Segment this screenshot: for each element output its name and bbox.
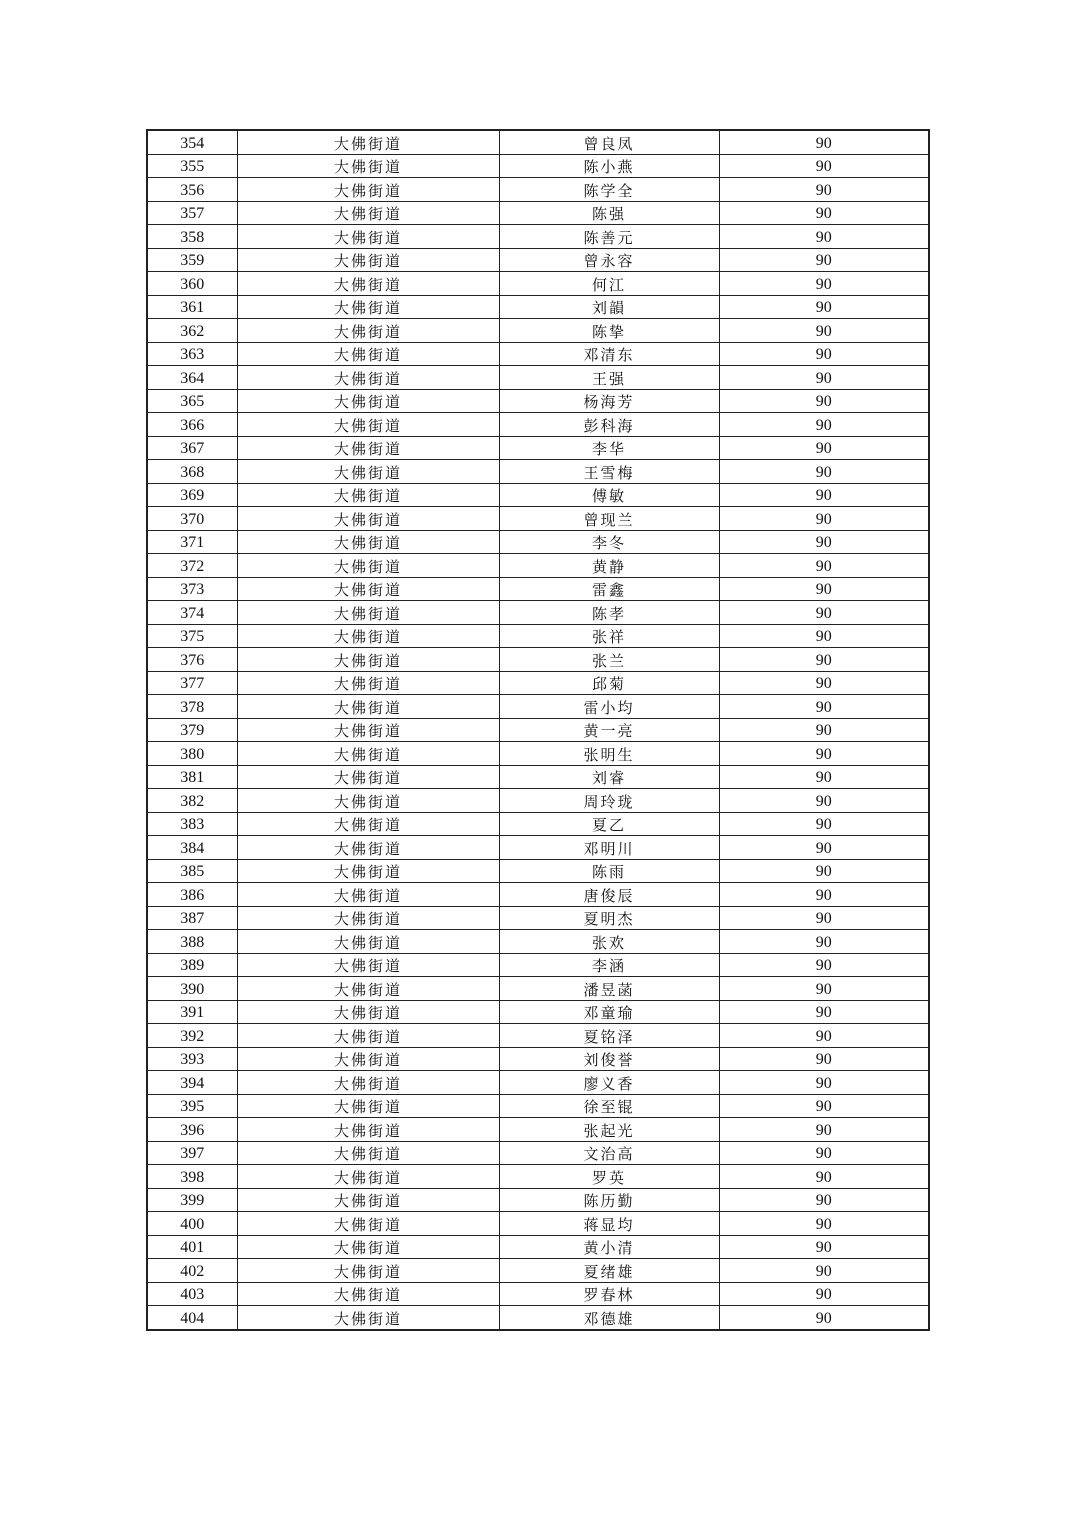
- score-cell: 90: [719, 507, 929, 531]
- table-row: [147, 906, 929, 930]
- row-number-cell: 362: [147, 319, 237, 343]
- row-number-cell: 382: [147, 789, 237, 813]
- table-row: [147, 366, 929, 390]
- street-cell: 大佛街道: [237, 812, 499, 836]
- score-cell: 90: [719, 178, 929, 202]
- score-cell: 90: [719, 154, 929, 178]
- score-cell: 90: [719, 272, 929, 296]
- score-cell: 90: [719, 836, 929, 860]
- row-number-cell: 403: [147, 1282, 237, 1306]
- table-row: [147, 389, 929, 413]
- table-row: [147, 1235, 929, 1259]
- person-name-cell: 李华: [499, 436, 719, 460]
- score-cell: 90: [719, 953, 929, 977]
- person-name-cell: 黄静: [499, 554, 719, 578]
- row-number-cell: 381: [147, 765, 237, 789]
- row-number-cell: 358: [147, 225, 237, 249]
- street-cell: 大佛街道: [237, 319, 499, 343]
- street-cell: 大佛街道: [237, 836, 499, 860]
- row-number-cell: 354: [147, 130, 237, 154]
- street-cell: 大佛街道: [237, 1024, 499, 1048]
- table-row: [147, 930, 929, 954]
- row-number-cell: 389: [147, 953, 237, 977]
- row-number-cell: 404: [147, 1306, 237, 1330]
- street-cell: 大佛街道: [237, 1306, 499, 1330]
- score-cell: 90: [719, 742, 929, 766]
- street-cell: 大佛街道: [237, 1235, 499, 1259]
- person-name-cell: 罗春林: [499, 1282, 719, 1306]
- table-row: [147, 859, 929, 883]
- street-cell: 大佛街道: [237, 201, 499, 225]
- row-number-cell: 394: [147, 1071, 237, 1095]
- person-name-cell: 雷小均: [499, 695, 719, 719]
- person-name-cell: 刘睿: [499, 765, 719, 789]
- person-name-cell: 曾永容: [499, 248, 719, 272]
- person-name-cell: 夏铭泽: [499, 1024, 719, 1048]
- score-cell: 90: [719, 319, 929, 343]
- street-cell: 大佛街道: [237, 1071, 499, 1095]
- person-name-cell: 曾现兰: [499, 507, 719, 531]
- table-row: [147, 1259, 929, 1283]
- row-number-cell: 396: [147, 1118, 237, 1142]
- table-row: [147, 460, 929, 484]
- table-row: [147, 695, 929, 719]
- street-cell: 大佛街道: [237, 1047, 499, 1071]
- row-number-cell: 401: [147, 1235, 237, 1259]
- table-row: [147, 1212, 929, 1236]
- person-name-cell: 文治高: [499, 1141, 719, 1165]
- score-cell: 90: [719, 1165, 929, 1189]
- person-name-cell: 陈小燕: [499, 154, 719, 178]
- score-cell: 90: [719, 1071, 929, 1095]
- street-cell: 大佛街道: [237, 742, 499, 766]
- person-name-cell: 夏绪雄: [499, 1259, 719, 1283]
- score-cell: 90: [719, 930, 929, 954]
- row-number-cell: 360: [147, 272, 237, 296]
- person-name-cell: 张起光: [499, 1118, 719, 1142]
- score-cell: 90: [719, 1141, 929, 1165]
- table-row: [147, 413, 929, 437]
- street-cell: 大佛街道: [237, 695, 499, 719]
- person-name-cell: 陈挚: [499, 319, 719, 343]
- street-cell: 大佛街道: [237, 718, 499, 742]
- street-cell: 大佛街道: [237, 483, 499, 507]
- street-cell: 大佛街道: [237, 366, 499, 390]
- score-cell: 90: [719, 366, 929, 390]
- score-cell: 90: [719, 1259, 929, 1283]
- street-cell: 大佛街道: [237, 178, 499, 202]
- row-number-cell: 387: [147, 906, 237, 930]
- street-cell: 大佛街道: [237, 765, 499, 789]
- table-row: [147, 1188, 929, 1212]
- street-cell: 大佛街道: [237, 530, 499, 554]
- score-cell: 90: [719, 389, 929, 413]
- row-number-cell: 374: [147, 601, 237, 625]
- person-name-cell: 陈善元: [499, 225, 719, 249]
- person-name-cell: 夏乙: [499, 812, 719, 836]
- person-name-cell: 刘俊誉: [499, 1047, 719, 1071]
- table-row: [147, 554, 929, 578]
- table-row: [147, 977, 929, 1001]
- street-cell: 大佛街道: [237, 1118, 499, 1142]
- person-name-cell: 周玲珑: [499, 789, 719, 813]
- score-cell: 90: [719, 1188, 929, 1212]
- person-name-cell: 徐至锟: [499, 1094, 719, 1118]
- score-cell: 90: [719, 225, 929, 249]
- table-row: [147, 765, 929, 789]
- street-cell: 大佛街道: [237, 953, 499, 977]
- street-cell: 大佛街道: [237, 272, 499, 296]
- street-cell: 大佛街道: [237, 342, 499, 366]
- score-cell: 90: [719, 1094, 929, 1118]
- street-cell: 大佛街道: [237, 389, 499, 413]
- street-cell: 大佛街道: [237, 130, 499, 154]
- score-cell: 90: [719, 460, 929, 484]
- table-row: [147, 648, 929, 672]
- person-name-cell: 夏明杰: [499, 906, 719, 930]
- table-row: [147, 483, 929, 507]
- street-cell: 大佛街道: [237, 906, 499, 930]
- row-number-cell: 402: [147, 1259, 237, 1283]
- table-row: [147, 1094, 929, 1118]
- table-row: [147, 248, 929, 272]
- row-number-cell: 397: [147, 1141, 237, 1165]
- table-row: [147, 201, 929, 225]
- person-name-cell: 黄小清: [499, 1235, 719, 1259]
- table-row: [147, 530, 929, 554]
- person-name-cell: 彭科海: [499, 413, 719, 437]
- street-cell: 大佛街道: [237, 460, 499, 484]
- table-row: [147, 507, 929, 531]
- person-name-cell: 潘昱菡: [499, 977, 719, 1001]
- row-number-cell: 361: [147, 295, 237, 319]
- row-number-cell: 368: [147, 460, 237, 484]
- score-cell: 90: [719, 1118, 929, 1142]
- street-cell: 大佛街道: [237, 648, 499, 672]
- row-number-cell: 400: [147, 1212, 237, 1236]
- person-name-cell: 蒋显均: [499, 1212, 719, 1236]
- row-number-cell: 369: [147, 483, 237, 507]
- person-name-cell: 邱菊: [499, 671, 719, 695]
- table-row: [147, 836, 929, 860]
- score-cell: 90: [719, 718, 929, 742]
- score-cell: 90: [719, 130, 929, 154]
- score-cell: 90: [719, 1282, 929, 1306]
- row-number-cell: 386: [147, 883, 237, 907]
- row-number-cell: 370: [147, 507, 237, 531]
- street-cell: 大佛街道: [237, 977, 499, 1001]
- row-number-cell: 393: [147, 1047, 237, 1071]
- person-name-cell: 杨海芳: [499, 389, 719, 413]
- person-name-cell: 唐俊辰: [499, 883, 719, 907]
- score-cell: 90: [719, 1024, 929, 1048]
- person-name-cell: 张欢: [499, 930, 719, 954]
- score-cell: 90: [719, 648, 929, 672]
- table-row: [147, 154, 929, 178]
- row-number-cell: 365: [147, 389, 237, 413]
- score-cell: 90: [719, 859, 929, 883]
- table-row: [147, 953, 929, 977]
- street-cell: 大佛街道: [237, 671, 499, 695]
- street-cell: 大佛街道: [237, 225, 499, 249]
- score-cell: 90: [719, 342, 929, 366]
- table-row: [147, 1165, 929, 1189]
- table-row: [147, 1047, 929, 1071]
- score-cell: 90: [719, 1047, 929, 1071]
- score-cell: 90: [719, 671, 929, 695]
- street-cell: 大佛街道: [237, 930, 499, 954]
- score-cell: 90: [719, 554, 929, 578]
- row-number-cell: 357: [147, 201, 237, 225]
- table-row: [147, 1024, 929, 1048]
- score-cell: 90: [719, 977, 929, 1001]
- row-number-cell: 366: [147, 413, 237, 437]
- row-number-cell: 388: [147, 930, 237, 954]
- row-number-cell: 390: [147, 977, 237, 1001]
- street-cell: 大佛街道: [237, 624, 499, 648]
- row-number-cell: 375: [147, 624, 237, 648]
- score-cell: 90: [719, 1212, 929, 1236]
- row-number-cell: 355: [147, 154, 237, 178]
- street-cell: 大佛街道: [237, 1141, 499, 1165]
- person-name-cell: 陈孝: [499, 601, 719, 625]
- row-number-cell: 392: [147, 1024, 237, 1048]
- street-cell: 大佛街道: [237, 1282, 499, 1306]
- street-cell: 大佛街道: [237, 789, 499, 813]
- person-name-cell: 刘韻: [499, 295, 719, 319]
- score-cell: 90: [719, 201, 929, 225]
- table-row: [147, 436, 929, 460]
- table-row: [147, 225, 929, 249]
- street-cell: 大佛街道: [237, 859, 499, 883]
- table-row: [147, 671, 929, 695]
- score-cell: 90: [719, 883, 929, 907]
- table-row: [147, 1118, 929, 1142]
- person-name-cell: 何江: [499, 272, 719, 296]
- person-name-cell: 李涵: [499, 953, 719, 977]
- street-cell: 大佛街道: [237, 1094, 499, 1118]
- street-cell: 大佛街道: [237, 154, 499, 178]
- person-name-cell: 黄一亮: [499, 718, 719, 742]
- street-cell: 大佛街道: [237, 248, 499, 272]
- row-number-cell: 379: [147, 718, 237, 742]
- person-name-cell: 张明生: [499, 742, 719, 766]
- row-number-cell: 364: [147, 366, 237, 390]
- table-row: [147, 601, 929, 625]
- score-cell: 90: [719, 601, 929, 625]
- row-number-cell: 385: [147, 859, 237, 883]
- person-name-cell: 傅敏: [499, 483, 719, 507]
- row-number-cell: 377: [147, 671, 237, 695]
- person-name-cell: 曾良凤: [499, 130, 719, 154]
- score-cell: 90: [719, 906, 929, 930]
- row-number-cell: 380: [147, 742, 237, 766]
- row-number-cell: 399: [147, 1188, 237, 1212]
- street-cell: 大佛街道: [237, 577, 499, 601]
- person-name-cell: 陈历勤: [499, 1188, 719, 1212]
- roster-table-body: [147, 130, 929, 1330]
- row-number-cell: 359: [147, 248, 237, 272]
- row-number-cell: 367: [147, 436, 237, 460]
- street-cell: 大佛街道: [237, 413, 499, 437]
- score-cell: 90: [719, 413, 929, 437]
- row-number-cell: 373: [147, 577, 237, 601]
- person-name-cell: 邓德雄: [499, 1306, 719, 1330]
- street-cell: 大佛街道: [237, 554, 499, 578]
- person-name-cell: 邓清东: [499, 342, 719, 366]
- table-row: [147, 789, 929, 813]
- row-number-cell: 378: [147, 695, 237, 719]
- table-row: [147, 1306, 929, 1330]
- row-number-cell: 372: [147, 554, 237, 578]
- street-cell: 大佛街道: [237, 436, 499, 460]
- table-row: [147, 718, 929, 742]
- street-cell: 大佛街道: [237, 507, 499, 531]
- person-name-cell: 张祥: [499, 624, 719, 648]
- table-row: [147, 1071, 929, 1095]
- table-row: [147, 130, 929, 154]
- row-number-cell: 383: [147, 812, 237, 836]
- score-cell: 90: [719, 1306, 929, 1330]
- table-row: [147, 342, 929, 366]
- roster-table: [146, 129, 930, 1331]
- row-number-cell: 376: [147, 648, 237, 672]
- person-name-cell: 陈强: [499, 201, 719, 225]
- table-row: [147, 577, 929, 601]
- score-cell: 90: [719, 695, 929, 719]
- score-cell: 90: [719, 789, 929, 813]
- score-cell: 90: [719, 765, 929, 789]
- score-cell: 90: [719, 436, 929, 460]
- table-row: [147, 624, 929, 648]
- row-number-cell: 384: [147, 836, 237, 860]
- score-cell: 90: [719, 248, 929, 272]
- table-row: [147, 1000, 929, 1024]
- score-cell: 90: [719, 483, 929, 507]
- person-name-cell: 王雪梅: [499, 460, 719, 484]
- table-row: [147, 1141, 929, 1165]
- score-cell: 90: [719, 295, 929, 319]
- street-cell: 大佛街道: [237, 1259, 499, 1283]
- score-cell: 90: [719, 812, 929, 836]
- person-name-cell: 王强: [499, 366, 719, 390]
- person-name-cell: 陈雨: [499, 859, 719, 883]
- street-cell: 大佛街道: [237, 601, 499, 625]
- row-number-cell: 356: [147, 178, 237, 202]
- row-number-cell: 398: [147, 1165, 237, 1189]
- street-cell: 大佛街道: [237, 1165, 499, 1189]
- table-row: [147, 295, 929, 319]
- person-name-cell: 雷鑫: [499, 577, 719, 601]
- street-cell: 大佛街道: [237, 883, 499, 907]
- street-cell: 大佛街道: [237, 1188, 499, 1212]
- row-number-cell: 391: [147, 1000, 237, 1024]
- table-row: [147, 1282, 929, 1306]
- person-name-cell: 张兰: [499, 648, 719, 672]
- street-cell: 大佛街道: [237, 295, 499, 319]
- street-cell: 大佛街道: [237, 1000, 499, 1024]
- table-row: [147, 178, 929, 202]
- score-cell: 90: [719, 1000, 929, 1024]
- table-row: [147, 812, 929, 836]
- person-name-cell: 罗英: [499, 1165, 719, 1189]
- person-name-cell: 陈学全: [499, 178, 719, 202]
- person-name-cell: 邓明川: [499, 836, 719, 860]
- table-row: [147, 742, 929, 766]
- person-name-cell: 廖义香: [499, 1071, 719, 1095]
- row-number-cell: 395: [147, 1094, 237, 1118]
- table-row: [147, 272, 929, 296]
- person-name-cell: 李冬: [499, 530, 719, 554]
- row-number-cell: 371: [147, 530, 237, 554]
- score-cell: 90: [719, 624, 929, 648]
- score-cell: 90: [719, 530, 929, 554]
- row-number-cell: 363: [147, 342, 237, 366]
- table-row: [147, 883, 929, 907]
- street-cell: 大佛街道: [237, 1212, 499, 1236]
- person-name-cell: 邓童瑜: [499, 1000, 719, 1024]
- table-row: [147, 319, 929, 343]
- score-cell: 90: [719, 1235, 929, 1259]
- score-cell: 90: [719, 577, 929, 601]
